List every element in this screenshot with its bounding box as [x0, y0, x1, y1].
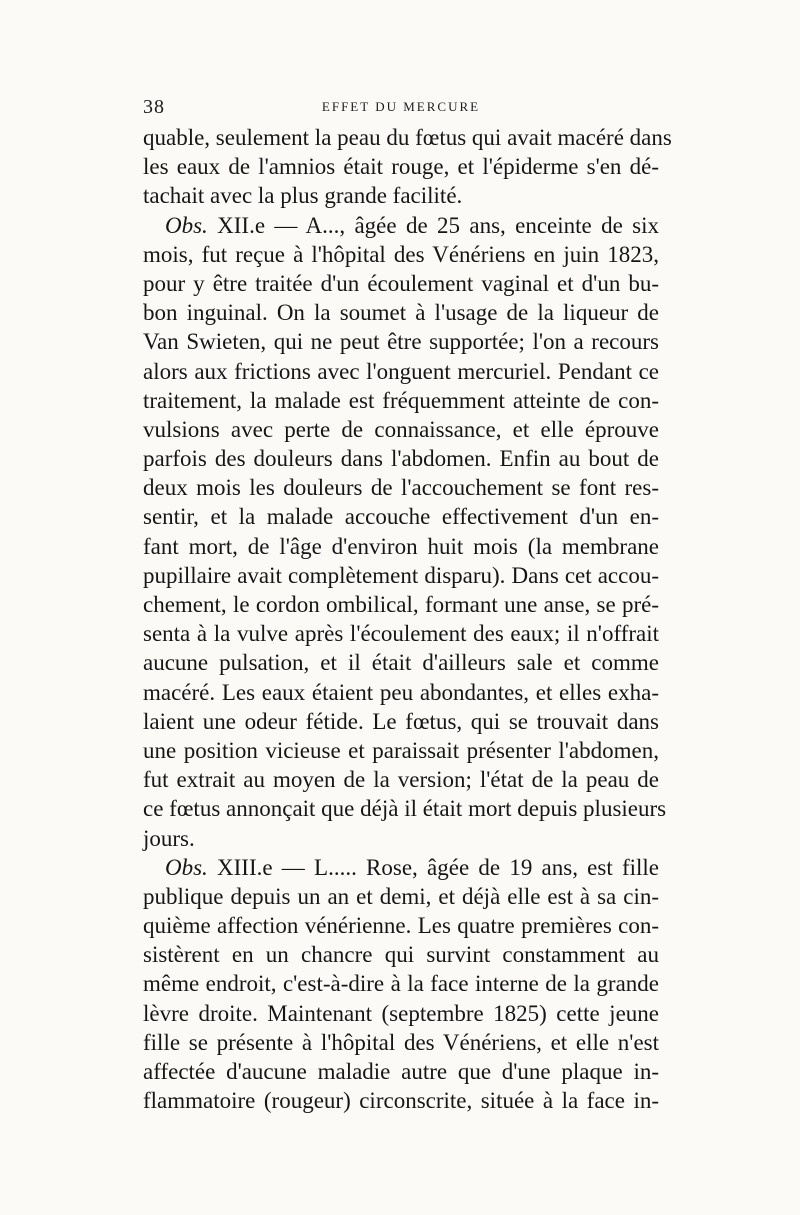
page-number: 38 — [143, 96, 165, 118]
text-line: publique depuis un an et demi, et déjà elle est à sa cin- — [143, 883, 659, 909]
text-line: lèvre droite. Maintenant (septembre 1825) cette jeune — [143, 1000, 659, 1026]
text-line: deux mois les douleurs de l'accouchement se font res- — [143, 475, 659, 501]
page-header — [143, 96, 659, 120]
text-line: Van Swieten, qui ne peut être supportée; l'on a recours — [143, 329, 659, 355]
text-line: mois, fut reçue à l'hôpital des Vénériens en juin 1823, — [143, 241, 659, 267]
observation-heading-line — [143, 853, 659, 882]
text-line: flammatoire (rougeur) circonscrite, située à la face in- — [143, 1088, 659, 1114]
text-line: traitement, la malade est fréquemment atteinte de con- — [143, 387, 659, 413]
text-line: affectée d'aucune maladie autre que d'une plaque in- — [143, 1059, 659, 1084]
text-line: jours. — [143, 825, 195, 851]
text-line: ce fœtus annonçait que déjà il était mort depuis plusieurs — [143, 796, 667, 822]
text-line: parfois des douleurs dans l'abdomen. Enfin au bout de — [143, 446, 659, 472]
text-line: fant mort, de l'âge d'environ huit mois (la membrane — [143, 533, 659, 559]
text-line: fut extrait au moyen de la version; l'état de la peau de — [143, 767, 659, 793]
observation-heading-line — [143, 211, 659, 240]
obs-label: Obs. — [165, 854, 208, 880]
text-line: senta à la vulve après l'écoulement des eaux; il n'offrait — [143, 621, 659, 647]
text-line: quable, seulement la peau du fœtus qui avait macéré dans — [143, 125, 672, 150]
text-line: fille se présente à l'hôpital des Vénériens, et elle n'est — [143, 1029, 659, 1055]
text-line: quième affection vénérienne. Les quatre premières con- — [143, 913, 659, 939]
text-line: les eaux de l'amnios était rouge, et l'épiderme s'en dé- — [143, 154, 659, 180]
text-line: macéré. Les eaux étaient peu abondantes, et elles exha- — [143, 679, 659, 705]
text-line: XII.e — A..., âgée de 25 ans, enceinte de six — [207, 212, 659, 238]
text-line: XIII.e — L..... Rose, âgée de 19 ans, est fille — [207, 854, 659, 880]
text-line: laient une odeur fétide. Le fœtus, qui se trouvait dans — [143, 708, 659, 734]
text-line: aucune pulsation, et il était d'ailleurs sale et comme — [143, 650, 659, 676]
text-line: chement, le cordon ombilical, formant une anse, se pré- — [143, 592, 659, 617]
text-line: une position vicieuse et paraissait présenter l'abdomen, — [143, 737, 659, 763]
running-title: EFFET DU MERCURE — [321, 99, 481, 114]
body-text — [143, 123, 672, 1115]
text-line: sentir, et la malade accouche effectivement d'un en- — [143, 504, 659, 530]
text-line: pour y être traitée d'un écoulement vaginal et d'un bu- — [143, 270, 659, 296]
text-line: tachait avec la plus grande facilité. — [143, 183, 463, 209]
obs-label: Obs. — [165, 212, 208, 238]
text-line: sistèrent en un chancre qui survint constamment au — [143, 942, 659, 968]
text-line: même endroit, c'est-à-dire à la face interne de la grande — [143, 971, 659, 997]
text-line: pupillaire avait complètement disparu). Dans cet accou- — [143, 562, 659, 588]
text-line: bon inguinal. On la soumet à l'usage de la liqueur de — [143, 300, 659, 326]
text-line: alors aux frictions avec l'onguent mercuriel. Pendant ce — [143, 358, 659, 384]
text-line: vulsions avec perte de connaissance, et elle éprouve — [143, 416, 659, 442]
